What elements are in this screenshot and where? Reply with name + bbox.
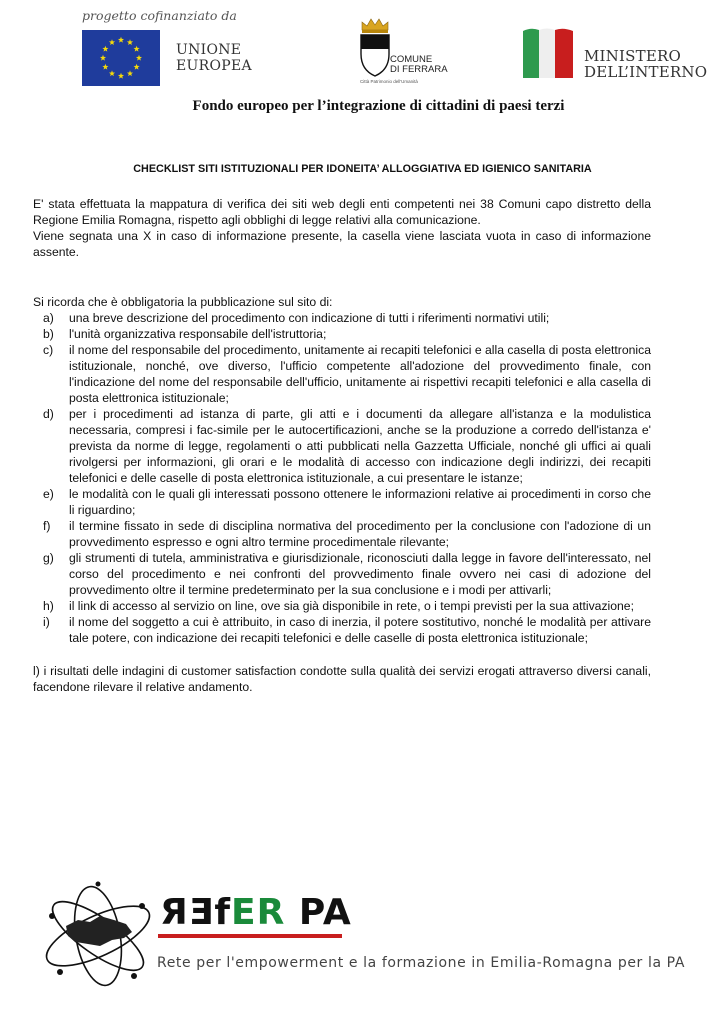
eu-star-icon	[136, 55, 142, 61]
logo-part-er: ER	[230, 892, 286, 933]
ministero-flag-icon	[523, 27, 573, 78]
list-item	[33, 486, 651, 518]
eu-logo-text	[176, 42, 252, 74]
ministero-logo-text	[584, 48, 707, 80]
intro-sentence-2: Viene segnata una X in caso di informazione presente, la casella viene lasciata vuota in caso di informazione assente.	[33, 229, 651, 259]
list-item-text: il nome del soggetto a cui è attribuito, in caso di inerzia, il potere sostitutivo, nonché le modalità per attivare tale potere, con indicazione dei recapiti telefonici e delle caselle di posta elettronica istituzionale;	[69, 615, 651, 645]
logo-underline	[158, 934, 342, 938]
list-item-text: il link di accesso al servizio on line, ove sia già disponibile in rete, o i tempi previsti per la sua attivazione;	[69, 599, 634, 613]
list-item	[33, 550, 651, 598]
eu-flag-icon	[82, 30, 160, 86]
ministero-line1: MINISTERO	[584, 47, 681, 65]
list-item-letter: e)	[43, 487, 54, 501]
logo-part-pa: PA	[285, 892, 352, 933]
eu-star-icon	[109, 39, 115, 45]
eu-star-icon	[100, 55, 106, 61]
comune-line2: DI FERRARA	[390, 64, 448, 75]
list-item	[33, 406, 651, 486]
final-item-paragraph: l) i risultati delle indagini di customer satisfaction condotte sulla qualità dei servizi erogati attraverso diversi canali, facendone rilevare il relative andamento.	[33, 664, 651, 694]
list-item-letter: c)	[43, 343, 54, 357]
eu-star-icon	[118, 37, 124, 43]
ferrara-coat-of-arms-icon	[358, 16, 392, 78]
list-item-letter: a)	[43, 311, 54, 325]
eu-line1: UNIONE	[176, 42, 242, 58]
list-item-text: il nome del responsabile del procedimento, unitamente ai recapiti telefonici e alla casella di posta elettronica istituzionale, nonché, ove diverso, l'ufficio competente all'adozione del provvedimento finale, con l'indicazione del nome del responsabile dell'ufficio, unitamente ai rispettivi recapiti telefonici e alla casella di posta elettronica istituzionale;	[69, 343, 651, 405]
fund-title	[0, 98, 725, 115]
eu-star-icon	[102, 64, 108, 70]
list-item-letter: b)	[43, 327, 54, 341]
list-item-text: per i procedimenti ad istanza di parte, gli atti e i documenti da allegare all'istanza e la modulistica necessaria, compresi i fac-simile per le autocertificazioni, anche se la produzione a corredo dell'istanza e' prevista da norme di legge, regolamenti o atti pubblicati nella Gazzetta Ufficiale, nonché gli uffici ai quali rivolgersi per informazioni, gli orari e le modalità di accesso con indicazione degli indirizzi, dei recapiti telefonici e delle caselle di posta elettronica istituzionale, a cui presentare le istanze;	[69, 407, 651, 485]
intro-sentence-1: E' stata effettuata la mappatura di verifica dei siti web degli enti competenti nei 38 Comuni capo distretto della Regione Emilia Romagna, rispetto agli obblighi di legge relativi alla comunicazione.	[33, 197, 651, 227]
eu-line2: EUROPEA	[176, 58, 252, 74]
comune-line1: COMUNE	[390, 54, 433, 65]
eu-star-icon	[102, 46, 108, 52]
list-item-letter: f)	[43, 519, 51, 533]
list-item-text: una breve descrizione del procedimento con indicazione di tutti i riferimenti normativi utili;	[69, 311, 550, 325]
list-item	[33, 310, 651, 326]
list-item-text: l'unità organizzativa responsabile dell'istruttoria;	[69, 327, 327, 341]
list-item-text: gli strumenti di tutela, amministrativa e giurisdizionale, riconosciuti dalla legge in favore dell'interessato, nel corso del procedimento e nei confronti del provvedimento finale ovvero nei casi di adozione del provvedimento oltre il termine predeterminato per la sua conclusione e i modi per attivarli;	[69, 551, 651, 597]
list-item	[33, 342, 651, 406]
requirements-list	[33, 310, 651, 646]
refer-pa-logo	[160, 893, 352, 933]
comune-ferrara-text	[390, 55, 448, 75]
eu-star-icon	[127, 39, 133, 45]
refer-tagline: Rete per l'empowerment e la formazione in Emilia-Romagna per la PA	[157, 955, 686, 971]
ministero-line2: DELL’INTERNO	[584, 63, 708, 81]
reminder-text: Si ricorda che è obbligatoria la pubblicazione sul sito di:	[33, 295, 333, 309]
refer-atom-emblem-icon	[38, 876, 158, 996]
intro-paragraph	[33, 196, 651, 260]
eu-star-icon	[134, 46, 140, 52]
eu-star-icon	[118, 73, 124, 79]
eu-star-icon	[127, 70, 133, 76]
list-item	[33, 614, 651, 646]
fund-title-text: Fondo europeo per l’integrazione di cittadini di paesi terzi	[192, 98, 565, 114]
list-item	[33, 598, 651, 614]
list-item-letter: h)	[43, 599, 54, 613]
list-item	[33, 518, 651, 550]
logo-part-mirrored: ЯƎf	[160, 892, 231, 933]
cofinanced-label: progetto cofinanziato da	[82, 8, 237, 23]
list-item-letter: g)	[43, 551, 54, 565]
list-item	[33, 326, 651, 342]
eu-star-icon	[109, 70, 115, 76]
document-title: CHECKLIST SITI ISTITUZIONALI PER IDONEITA’ ALLOGGIATIVA ED IGIENICO SANITARIA	[133, 163, 592, 175]
list-item-letter: i)	[43, 615, 50, 629]
eu-star-icon	[134, 64, 140, 70]
list-item-letter: d)	[43, 407, 54, 421]
list-item-text: le modalità con le quali gli interessati possono ottenere le informazioni relative ai procedimenti in corso che li riguardino;	[69, 487, 651, 517]
comune-subtitle: Città Patrimonio dell'Umanità	[360, 79, 418, 84]
list-item-text: il termine fissato in sede di disciplina normativa del procedimento per la conclusione con l'adozione di un provvedimento espresso e ogni altro termine procedimentale rilevante;	[69, 519, 651, 549]
